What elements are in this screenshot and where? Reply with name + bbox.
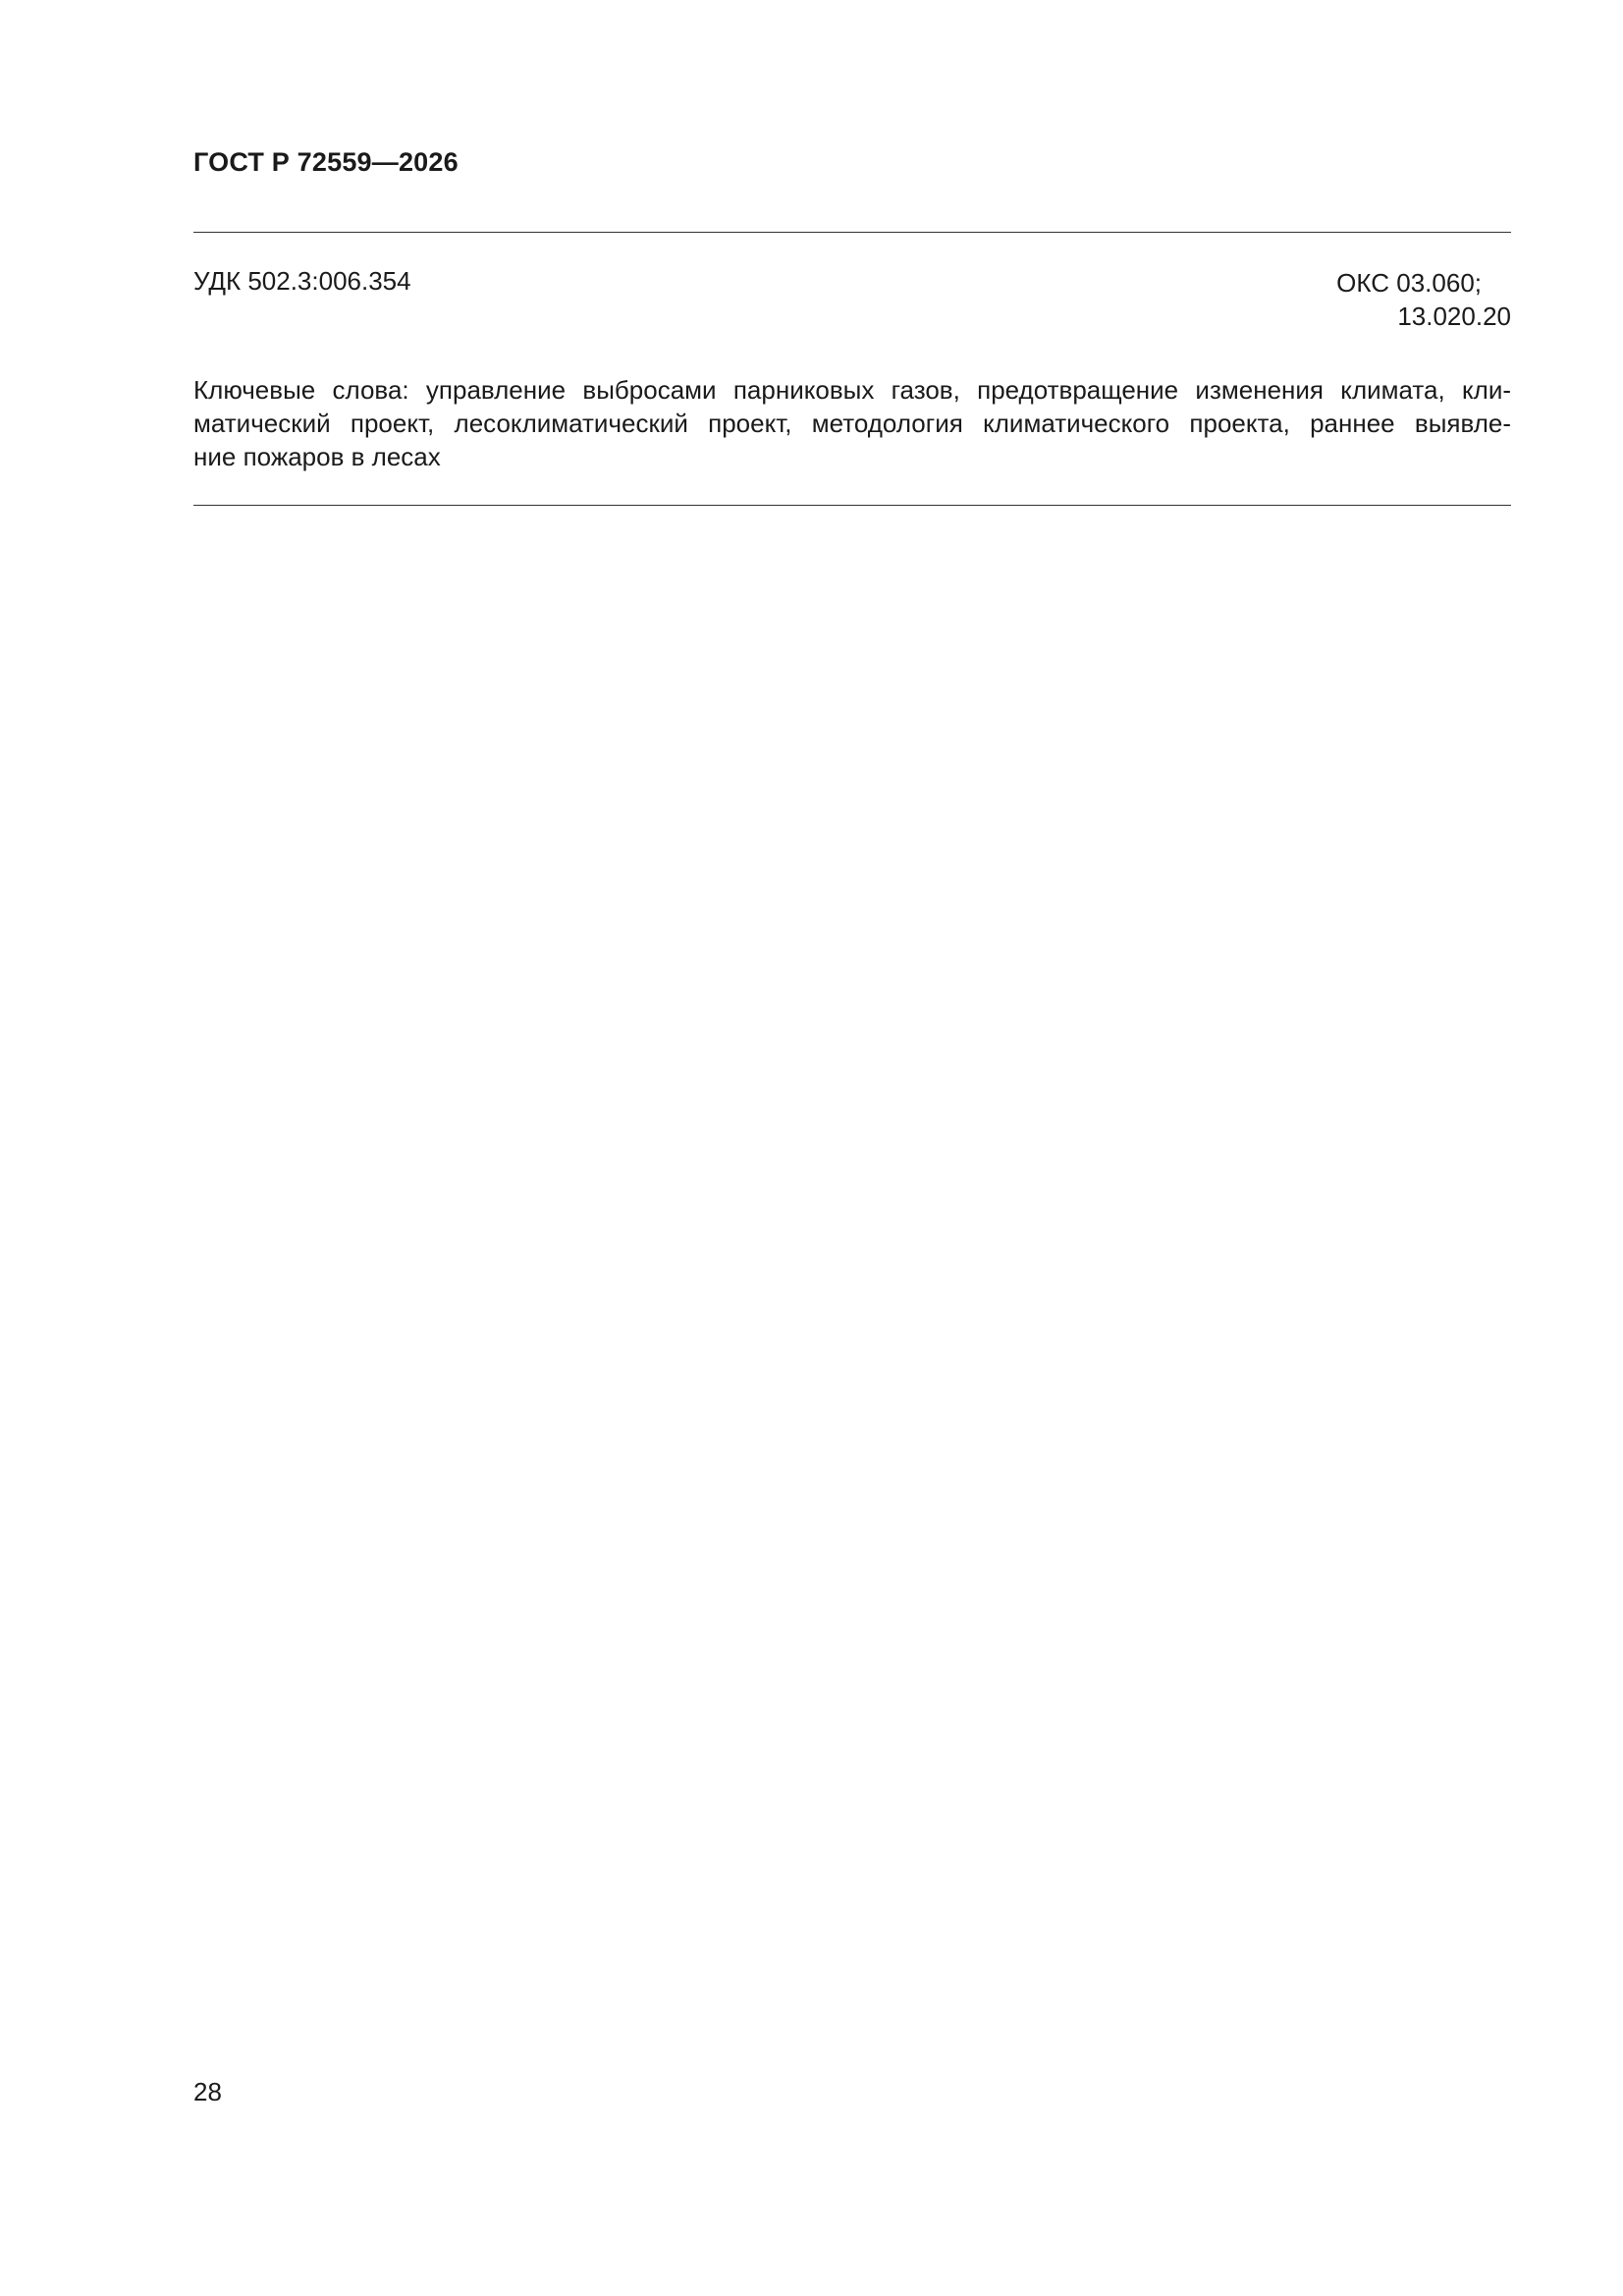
top-divider [193, 232, 1511, 233]
keywords-line-1: Ключевые слова: управление выбросами парниковых газов, предотвращение изменения климата, кли- [193, 375, 1511, 405]
oks-codes [1336, 266, 1511, 333]
oks-code-line-1: ОКС 03.060; [1336, 268, 1482, 298]
oks-code-line-2: 13.020.20 [1397, 301, 1511, 331]
standard-designation: ГОСТ Р 72559—2026 [193, 147, 459, 177]
keywords-line-3: ние пожаров в лесах [193, 442, 441, 471]
bottom-divider [193, 505, 1511, 506]
udk-code: УДК 502.3:006.354 [193, 266, 411, 296]
page-number: 28 [193, 2077, 222, 2106]
keywords-paragraph [193, 373, 1511, 473]
keywords-line-2: матический проект, лесоклиматический проект, методология климатического проекта, раннее выявле- [193, 409, 1511, 438]
